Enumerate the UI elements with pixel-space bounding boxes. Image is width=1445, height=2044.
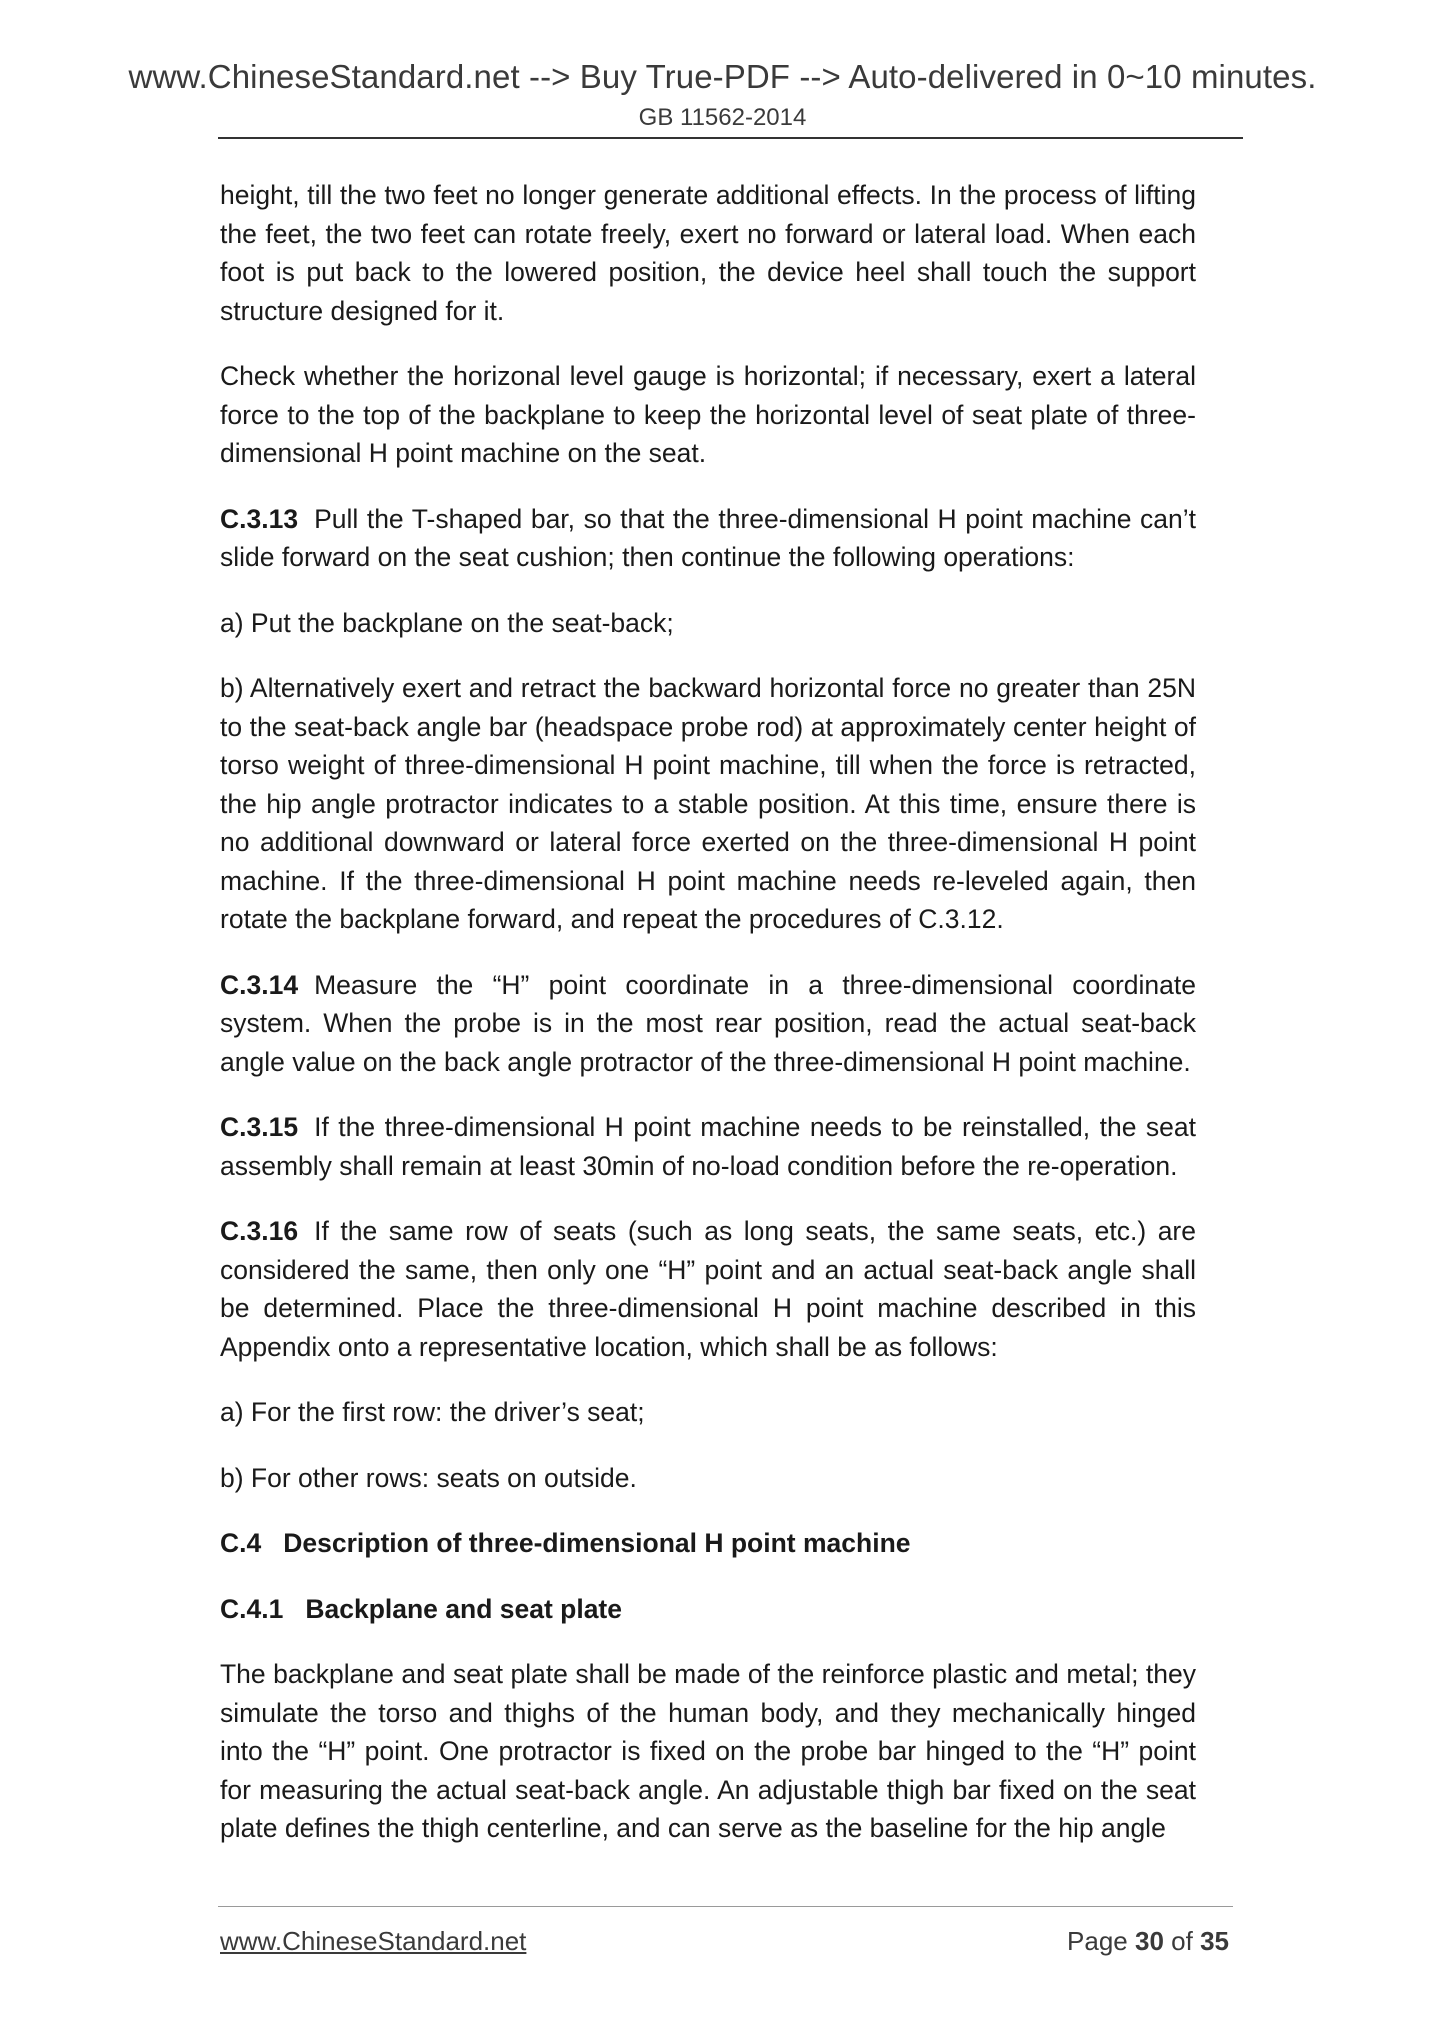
section-heading-c-4-1	[220, 1590, 1196, 1629]
page-indicator	[1067, 1926, 1229, 1957]
section-number: C.4	[220, 1528, 262, 1558]
list-item: b) For other rows: seats on outside.	[220, 1462, 637, 1493]
clause-text: If the three-dimensional H point machine needs to be reinstalled, the seat assembly shall remain at least 30min of no-load condition before the re-operation.	[220, 1112, 1196, 1181]
clause-c-3-14	[220, 966, 1196, 1082]
paragraph: The backplane and seat plate shall be made of the reinforce plastic and metal; they simulate the torso and thighs of the human body, and they mechanically hinged into the “H” point. One protractor is fixed on the probe bar hinged to the “H” point for measuring the actual seat-back angle. An adjustable thigh bar fixed on the seat plate defines the thigh centerline, and can serve as the baseline for the hip angle	[220, 1659, 1196, 1843]
page-of-label: of	[1171, 1926, 1193, 1956]
section-heading-c-4	[220, 1524, 1196, 1563]
header-divider	[218, 137, 1243, 139]
page-current: 30	[1135, 1926, 1164, 1956]
section-number: C.4.1	[220, 1593, 284, 1624]
page-total: 35	[1200, 1926, 1229, 1956]
section-title: Backplane and seat plate	[305, 1593, 622, 1624]
paragraph: Check whether the horizonal level gauge is horizontal; if necessary, exert a lateral force to the top of the backplane to keep the horizontal level of seat plate of three-dimensional H point machine on the seat.	[220, 361, 1196, 468]
list-item: a) Put the backplane on the seat-back;	[220, 607, 674, 638]
list-item: b) Alternatively exert and retract the backward horizontal force no greater than 25N to the seat-back angle bar (headspace probe rod) at approximately center height of torso weight of three-dimensional H point machine, till when the force is retracted, the hip angle protractor indicates to a stable position. At this time, ensure there is no additional downward or lateral force exerted on the three-dimensional H point machine. If the three-dimensional H point machine needs re-leveled again, then rotate the backplane forward, and repeat the procedures of C.3.12.	[220, 673, 1196, 934]
clause-text: If the same row of seats (such as long seats, the same seats, etc.) are considered the same, then only one “H” point and an actual seat-back angle shall be determined. Place the three-dimensional H point machine described in this Appendix onto a representative location, which shall be as follows:	[220, 1216, 1196, 1362]
clause-number: C.3.14	[220, 969, 299, 1000]
paragraph: height, till the two feet no longer generate additional effects. In the process of lifting the feet, the two feet can rotate freely, exert no forward or lateral load. When each foot is put back to the lowered position, the device heel shall touch the support structure designed for it.	[220, 180, 1196, 326]
footer-divider	[218, 1906, 1233, 1907]
clause-c-3-16	[220, 1212, 1196, 1366]
clause-number: C.3.16	[220, 1216, 299, 1246]
clause-text: Pull the T-shaped bar, so that the three-dimensional H point machine can’t slide forward on the seat cushion; then continue the following operations:	[220, 503, 1196, 572]
clause-c-3-13	[220, 500, 1196, 577]
clause-number: C.3.13	[220, 503, 299, 534]
standard-number: GB 11562-2014	[638, 104, 807, 131]
clause-c-3-15	[220, 1108, 1196, 1185]
clause-number: C.3.15	[220, 1112, 299, 1142]
list-item: a) For the first row: the driver’s seat;	[220, 1397, 645, 1427]
section-title: Description of three-dimensional H point machine	[283, 1528, 911, 1558]
site-banner: www.ChineseStandard.net --> Buy True-PDF --> Auto-delivered in 0~10 minutes.	[128, 58, 1317, 95]
clause-text: Measure the “H” point coordinate in a three-dimensional coordinate system. When the probe is in the most rear position, read the actual seat-back angle value on the back angle protractor of the three-dimensional H point machine.	[220, 969, 1196, 1077]
document-body	[220, 176, 1196, 1875]
footer-site-link[interactable]: www.ChineseStandard.net	[220, 1926, 527, 1956]
page-label: Page	[1067, 1926, 1128, 1956]
